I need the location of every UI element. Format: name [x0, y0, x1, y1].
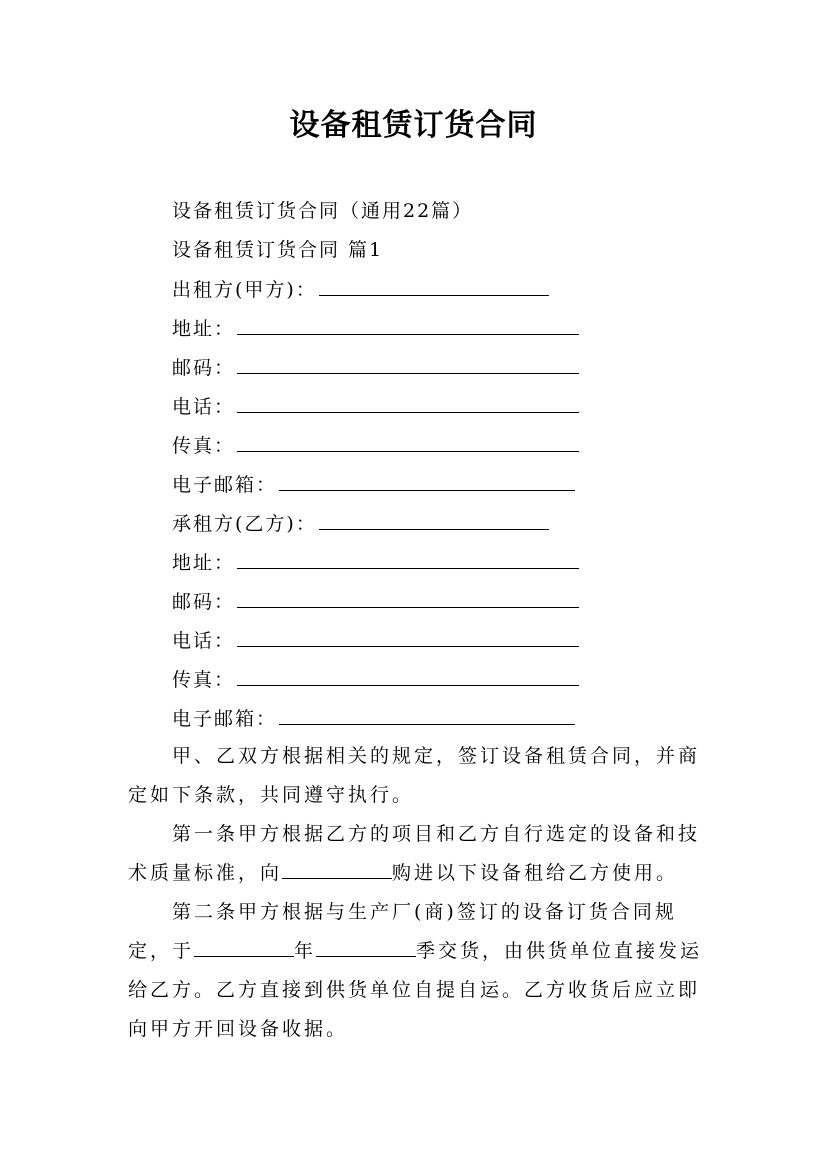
lessee-blank[interactable]: [319, 511, 549, 530]
field-label: 电话：: [172, 396, 236, 418]
document-title: 设备租赁订货合同: [289, 108, 538, 143]
lessee-address-row: [172, 550, 579, 575]
article1-text-a: 第一条甲方根据乙方的项目和乙方自行选定的设备和技术质量标准，向: [128, 823, 701, 884]
lessee-postcode-blank[interactable]: [237, 589, 579, 608]
quarter-blank[interactable]: [316, 938, 416, 957]
lessor-row: [172, 277, 549, 302]
field-label: 邮码：: [172, 591, 236, 613]
lessor-postcode-blank[interactable]: [237, 355, 579, 374]
lessor-label: 出租方(甲方)：: [172, 279, 317, 301]
lessor-address-row: [172, 316, 579, 341]
lessee-phone-blank[interactable]: [237, 628, 579, 647]
article2-text-b: 年: [294, 940, 317, 962]
lessor-phone-blank[interactable]: [237, 394, 579, 413]
field-label: 电子邮箱：: [172, 474, 278, 496]
field-label: 传真：: [172, 435, 236, 457]
lessor-postcode-row: [172, 355, 579, 380]
year-blank[interactable]: [194, 938, 294, 957]
article1-text-b: 购进以下设备租给乙方使用。: [392, 862, 679, 884]
article2-text-c: 季交货，由供货单位直接发运给乙方。乙方直接到供货单位自提自运。乙方收货后应立即向甲方开回设备收据。: [128, 940, 703, 1040]
lessee-postcode-row: [172, 589, 579, 614]
field-label: 地址：: [172, 318, 236, 340]
lessee-phone-row: [172, 628, 579, 653]
article-1: [128, 815, 708, 893]
field-label: 电子邮箱：: [172, 708, 278, 730]
lessor-phone-row: [172, 394, 579, 419]
article2-text-a: 第二条甲方根据与生产厂(商)签订的设备订货合同规定，于: [128, 901, 677, 962]
field-label: 电话：: [172, 630, 236, 652]
field-label: 地址：: [172, 552, 236, 574]
lessor-fax-blank[interactable]: [237, 433, 579, 452]
lessee-row: [172, 511, 549, 536]
lessor-address-blank[interactable]: [237, 316, 579, 335]
lessor-email-row: [172, 472, 575, 497]
intro-paragraph: [128, 737, 708, 815]
document-subtitle: 设备租赁订货合同（通用22篇）: [172, 200, 474, 222]
lessee-fax-blank[interactable]: [237, 667, 579, 686]
part-heading: 设备租赁订货合同 篇1: [172, 239, 384, 261]
lessor-blank[interactable]: [319, 277, 549, 296]
lessee-fax-row: [172, 667, 579, 692]
lessor-fax-row: [172, 433, 579, 458]
lessee-email-blank[interactable]: [279, 706, 575, 725]
lessee-label: 承租方(乙方)：: [172, 513, 317, 535]
field-label: 传真：: [172, 669, 236, 691]
lessee-email-row: [172, 706, 575, 731]
supplier-blank[interactable]: [282, 860, 392, 879]
intro-text: 甲、乙双方根据相关的规定，签订设备租赁合同，并商定如下条款，共同遵守执行。: [128, 745, 701, 806]
lessor-email-blank[interactable]: [279, 472, 575, 491]
field-label: 邮码：: [172, 357, 236, 379]
lessee-address-blank[interactable]: [237, 550, 579, 569]
article-2: [128, 893, 708, 1049]
